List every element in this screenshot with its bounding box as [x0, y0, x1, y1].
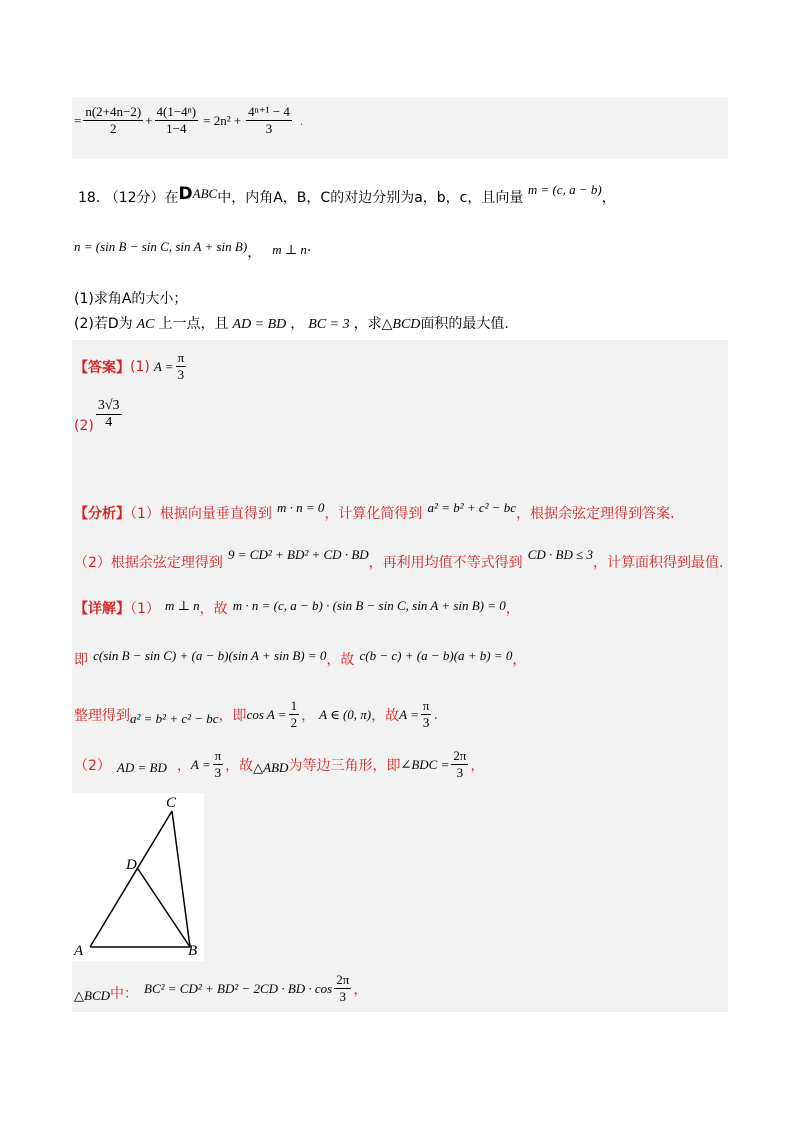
analysis-p1-c: ，根据余弦定理得到答案.: [516, 506, 675, 522]
detail-l4-anum: 2π: [453, 748, 467, 763]
detail-l5-m: BC² = CD² + BD² − 2CD · BD · cos: [144, 980, 333, 996]
detail-l3-pden: 3: [422, 715, 430, 730]
problem-number: 18.: [78, 190, 101, 206]
analysis-p1-m1: m · n = 0: [277, 500, 325, 515]
fraction-2-den: 1−4: [166, 121, 187, 136]
detail-label: 【详解】: [74, 601, 130, 617]
fraction-2: [155, 104, 199, 137]
fraction-3: [246, 104, 292, 137]
question-2: [74, 313, 509, 333]
answer-1-fraction: [176, 350, 187, 383]
answer-2-fraction: [96, 398, 122, 431]
problem-line-2: [74, 236, 311, 262]
q2-text-e: 面积的最大值.: [420, 316, 509, 332]
q2-ad-bd: AD = BD: [232, 317, 287, 332]
detail-l4-pi-fraction: [213, 748, 224, 781]
answer-2-prefix: (2): [74, 418, 94, 434]
detail-l4-A: A =: [190, 756, 211, 772]
detail-line-2: [74, 648, 526, 669]
fraction-3-num: 4ⁿ⁺¹ − 4: [248, 104, 290, 119]
detail-l4-a: （2）: [74, 757, 111, 774]
detail-l5-num: 2π: [336, 972, 350, 987]
segment-CB: [172, 811, 190, 947]
detail-line-1: [74, 598, 520, 618]
detail-l2-m2: c(b − c) + (a − b)(a + b) = 0: [359, 648, 513, 663]
analysis-label: 【分析】: [74, 506, 130, 522]
detail-l4-tri: △ABD: [253, 759, 289, 775]
q2-ac: AC: [136, 317, 155, 332]
detail-l3-m1: a² = b² + c² − bc: [130, 710, 219, 726]
comma-1: ，: [601, 190, 616, 206]
detail-l3-pi-fraction: [421, 698, 432, 731]
detail-l2-a: 即: [74, 652, 88, 668]
answer-2-den: 4: [105, 414, 113, 430]
q2-text-b: 上一点，且: [158, 316, 229, 332]
detail-line-5: [74, 972, 367, 1005]
triangle-diagram: [72, 793, 204, 961]
detail-l4-e: ，: [470, 757, 485, 774]
detail-l3-fraction: [289, 698, 300, 731]
fraction-1-den: 2: [110, 121, 117, 136]
detail-l1-m2: m · n = (c, a − b) · (sin B − sin C, sin A + sin B) = 0: [232, 598, 506, 613]
detail-l3-d: ，故: [371, 707, 400, 724]
label-C: C: [166, 795, 177, 811]
eq-prefix: =: [74, 112, 82, 128]
detail-l5-b: ，: [353, 981, 368, 998]
detail-l4-d: 为等边三角形，即: [288, 757, 401, 774]
comma-2: ，: [247, 245, 262, 261]
triangle-symbol: D: [178, 184, 193, 204]
detail-l1-a: （1）: [130, 601, 160, 617]
answer-1-lhs: A =: [153, 358, 174, 374]
answer-1-num: π: [177, 350, 185, 365]
vector-n: n = (sin B − sin C, sin A + sin B): [74, 239, 248, 254]
answer-line-1: [74, 350, 188, 383]
detail-l1-c: ，: [505, 601, 520, 617]
answer-1-prefix: (1): [130, 358, 150, 375]
detail-l3-e: .: [433, 706, 438, 723]
label-D: D: [126, 857, 137, 873]
analysis-line-1: [74, 500, 675, 523]
top-equation: [74, 104, 303, 137]
plus-sign: +: [145, 112, 153, 128]
question-1: (1)求角A的大小；: [74, 291, 188, 307]
period: .: [306, 239, 312, 255]
detail-l5-tri: △BCD: [74, 987, 110, 1003]
fraction-1: [83, 104, 143, 137]
answer-line-2: [74, 394, 124, 434]
triangle-figure: [72, 793, 204, 961]
detail-l1-m1: m ⊥ n: [165, 598, 200, 613]
detail-l2-c: ，: [512, 652, 527, 668]
analysis-p2-m2: CD · BD ≤ 3: [527, 547, 594, 562]
detail-l3-cos: cos A =: [246, 706, 287, 722]
problem-line-1: [78, 182, 616, 207]
detail-l4-b: ，: [176, 757, 191, 774]
problem-text-1: 中，内角A，B，C的对边分别为a，b，c，且向量: [217, 190, 524, 206]
fraction-3-den: 3: [265, 121, 273, 136]
detail-l3-m3: A ∈ (0, π): [319, 706, 372, 722]
detail-l4-c: ，故: [225, 757, 254, 774]
answer-2-num: 3√3: [97, 397, 120, 413]
detail-l2-b: ，故: [326, 652, 355, 668]
analysis-p1-b: ，计算化简得到: [324, 506, 423, 522]
detail-l4-aden: 3: [456, 765, 464, 780]
analysis-p2-b: ，再利用均值不等式得到: [368, 555, 523, 571]
analysis-p1-a: （1）根据向量垂直得到: [130, 506, 272, 522]
analysis-p1-m2: a² = b² + c² − bc: [427, 500, 517, 515]
detail-l3-num: 1: [290, 698, 298, 713]
detail-l4-m1: AD = BD: [116, 759, 167, 775]
detail-l4-pnum: π: [214, 748, 222, 763]
q2-text-d: ，求: [353, 316, 382, 332]
detail-l3-A: A =: [399, 706, 419, 722]
q2-text-c: ，: [290, 316, 305, 332]
eq-middle: = 2n² +: [203, 112, 242, 128]
q2-bcd: △BCD: [381, 317, 421, 332]
q2-bc: BC = 3: [308, 317, 350, 332]
vector-m: m = (c, a − b): [527, 182, 602, 197]
answer-1-den: 3: [177, 367, 185, 382]
detail-l2-m1: c(sin B − sin C) + (a − b)(sin A + sin B) = 0: [93, 648, 327, 663]
detail-l3-b: ，即: [218, 707, 247, 724]
detail-l4-angle-fraction: [451, 748, 468, 781]
fraction-2-num: 4(1−4ⁿ): [156, 104, 197, 119]
q2-text-a: (2)若D为: [74, 316, 133, 332]
triangle-name: ABC: [192, 186, 218, 201]
answer-label: 【答案】: [74, 359, 130, 376]
analysis-p2-m1: 9 = CD² + BD² + CD · BD: [228, 547, 369, 562]
segment-DB: [138, 869, 190, 947]
detail-l3-c: ，: [301, 707, 316, 724]
problem-score: （12分）在: [104, 190, 179, 206]
detail-line-3: [74, 698, 438, 731]
segment-AC: [90, 811, 172, 947]
eq-end: .: [299, 112, 304, 128]
detail-l5-den: 3: [339, 989, 347, 1004]
fraction-1-num: n(2+4n−2): [85, 104, 142, 119]
detail-l3-pnum: π: [422, 698, 430, 713]
detail-l1-b: ，故: [199, 601, 228, 617]
label-A: A: [74, 943, 84, 959]
detail-l4-pden: 3: [214, 765, 222, 780]
analysis-p2-a: （2）根据余弦定理得到: [74, 555, 223, 571]
detail-l5-fraction: [334, 972, 351, 1005]
detail-line-4: [74, 748, 484, 781]
perpendicular: m ⊥ n: [272, 242, 307, 257]
analysis-line-2: [74, 547, 723, 572]
detail-l5-a: 中：: [110, 985, 138, 1002]
detail-l3-den: 2: [290, 715, 298, 730]
detail-l3-a: 整理得到: [74, 707, 130, 724]
label-B: B: [188, 943, 198, 959]
analysis-p2-c: ，计算面积得到最值.: [593, 555, 724, 571]
detail-l4-ang: ∠BDC =: [400, 756, 450, 772]
